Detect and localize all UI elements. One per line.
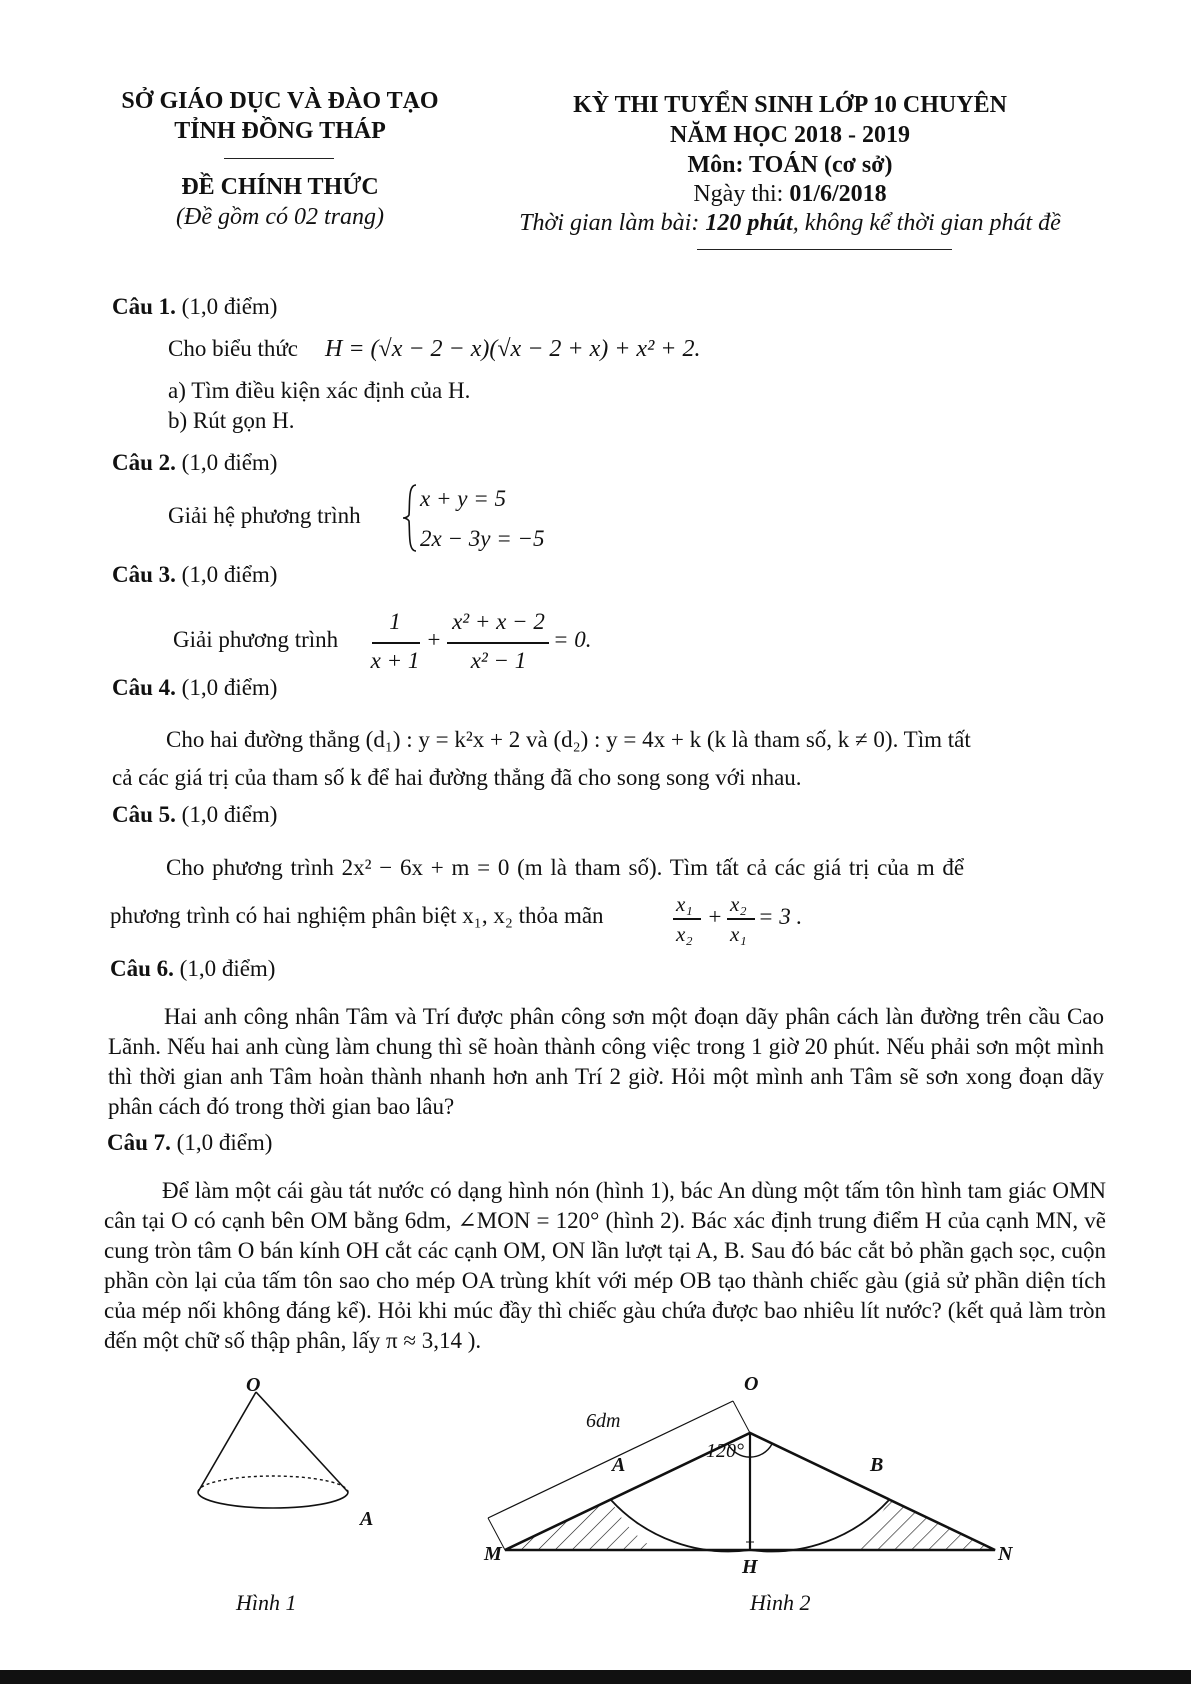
frac2-numerator: x² + x − 2: [452, 609, 545, 634]
question-6-label: Câu 6.: [110, 956, 174, 981]
frac1-denominator: x + 1: [370, 648, 420, 673]
figure-2-label-A: A: [612, 1454, 626, 1476]
question-4-line2: cả các giá trị của tham số k để hai đường thẳng đã cho song song với nhau.: [112, 765, 802, 790]
figure-1-label-A: A: [360, 1508, 374, 1530]
header-exam-date: [520, 181, 1060, 208]
exam-date-value: 01/6/2018: [789, 181, 887, 207]
header-department: SỞ GIÁO DỤC VÀ ĐÀO TẠO: [121, 88, 439, 114]
header-page-count: (Đề gồm có 02 trang): [176, 204, 384, 230]
question-1-label: Câu 1.: [112, 294, 176, 319]
header-exam-title: KỲ THI TUYỂN SINH LỚP 10 CHUYÊN: [573, 92, 1007, 118]
question-5-line2: phương trình có hai nghiệm phân biệt x₁, x₂ thỏa mãn: [110, 903, 604, 928]
q5-frac2-num: x₂: [730, 892, 747, 916]
question-4-points: (1,0 điểm): [175, 675, 278, 700]
question-1-part-b: b) Rút gọn H.: [168, 408, 295, 433]
question-1-heading: [112, 294, 277, 320]
question-5-label: Câu 5.: [112, 802, 176, 827]
question-2-intro: Giải hệ phương trình: [168, 503, 361, 528]
question-4-line1: Cho hai đường thẳng (d₁) : y = k²x + 2 và (d₂) : y = 4x + k (k là tham số, k ≠ 0). Tìm tất: [166, 727, 971, 752]
figure-2-label-M: M: [484, 1543, 502, 1565]
question-2-label: Câu 2.: [112, 450, 176, 475]
question-2-points: (1,0 điểm): [175, 450, 278, 475]
question-2-eq2: 2x − 3y = −5: [420, 526, 545, 551]
q5-frac1-num: x₁: [676, 892, 693, 916]
frac1-bar: [372, 642, 420, 644]
question-7-points: (1,0 điểm): [170, 1130, 273, 1155]
header-right-divider: [697, 249, 952, 250]
figure-2-caption: Hình 2: [750, 1590, 811, 1615]
question-5-line1: Cho phương trình 2x² − 6x + m = 0 (m là tham số). Tìm tất cả các giá trị của m để: [166, 855, 965, 880]
q5-frac2-den: x₁: [730, 922, 747, 946]
q5-frac2-bar: [727, 918, 755, 920]
header-duration: [500, 210, 1080, 237]
figure-1-label-O: O: [246, 1374, 261, 1396]
question-3-label: Câu 3.: [112, 562, 176, 587]
question-5-heading: [112, 802, 277, 828]
question-2-heading: [112, 450, 277, 476]
figure-2-triangle: [480, 1370, 1040, 1580]
question-3-intro: Giải phương trình: [173, 627, 339, 652]
figure-2-label-O: O: [744, 1373, 759, 1395]
question-1-part-a: a) Tìm điều kiện xác định của H.: [168, 378, 471, 403]
q5-plus: +: [707, 904, 723, 929]
frac2-bar: [447, 642, 549, 644]
question-5-points: (1,0 điểm): [175, 802, 278, 827]
question-6-text: Hai anh công nhân Tâm và Trí được phân công sơn một đoạn dãy phân cách làn đường trên cầu Cao Lãnh. Nếu hai anh cùng làm chung thì sẽ hoàn thành công việc trong 1 giờ 20 phút. Nếu phải sơn một mình thì thời gian anh Tâm hoàn thành nhanh hơn anh Trí 2 giờ. Hỏi một mình anh Tâm sẽ sơn xong đoạn dãy phân cách đó trong thời gian bao lâu?: [108, 1004, 1104, 1119]
question-6-heading: [110, 956, 275, 982]
header-official: ĐỀ CHÍNH THỨC: [181, 174, 379, 200]
q5-frac1-den: x₂: [676, 922, 693, 946]
figure-2-label-N: N: [998, 1543, 1013, 1565]
question-1-intro: Cho biểu thức: [168, 336, 299, 361]
question-1-formula: H = (√x − 2 − x)(√x − 2 + x) + x² + 2.: [325, 336, 701, 362]
question-3-points: (1,0 điểm): [175, 562, 278, 587]
figure-2-label-B: B: [870, 1454, 884, 1476]
frac1-numerator: 1: [389, 609, 401, 634]
frac2-denominator: x² − 1: [470, 648, 527, 673]
question-4-label: Câu 4.: [112, 675, 176, 700]
question-6-points: (1,0 điểm): [173, 956, 276, 981]
figure-2-label-H: H: [742, 1556, 758, 1578]
header-left-divider: [224, 158, 334, 159]
exam-date-label: Ngày thi:: [693, 181, 790, 207]
figure-2-angle-label: 120°: [706, 1440, 744, 1462]
figure-2-length-label: 6dm: [586, 1410, 621, 1432]
question-3-heading: [112, 562, 277, 588]
header-school-year: NĂM HỌC 2018 - 2019: [670, 122, 910, 148]
figure-1-caption: Hình 1: [236, 1590, 297, 1615]
question-2-eq1: x + y = 5: [420, 486, 506, 511]
question-4-heading: [112, 675, 277, 701]
question-3-equals: = 0.: [553, 627, 592, 652]
plus-sign: +: [426, 627, 442, 652]
scan-edge-bar: [0, 1670, 1191, 1684]
q5-equals: = 3 .: [758, 904, 803, 929]
duration-prefix: Thời gian làm bài:: [519, 210, 706, 236]
header-province: TỈNH ĐỒNG THÁP: [174, 118, 386, 144]
question-7-heading: [107, 1130, 272, 1156]
question-7-text: Để làm một cái gàu tát nước có dạng hình nón (hình 1), bác An dùng một tấm tôn hình tam giác OMN cân tại O có cạnh bên OM bằng 6dm, ∠MON = 120° (hình 2). Bác xác định trung điểm H của cạnh MN, vẽ cung tròn tâm O bán kính OH cắt các cạnh OM, ON lần lượt tại A, B. Sau đó bác cắt bỏ phần gạch sọc, cuộn phần còn lại của tấm tôn sao cho mép OA trùng khít với mép OB tạo thành chiếc gàu (giả sử phần diện tích của mép nối không đáng kể). Hỏi khi múc đầy thì chiếc gàu chứa được bao nhiêu lít nước? (kết quả làm tròn đến một chữ số thập phân, lấy π ≈ 3,14 ).: [104, 1178, 1106, 1353]
question-1-points: (1,0 điểm): [175, 294, 278, 319]
question-7-label: Câu 7.: [107, 1130, 171, 1155]
system-brace: [400, 483, 420, 553]
duration-value: 120 phút: [705, 210, 793, 236]
duration-suffix: , không kể thời gian phát đề: [792, 210, 1061, 236]
header-subject: Môn: TOÁN (cơ sở): [687, 152, 893, 178]
q5-frac1-bar: [673, 918, 701, 920]
